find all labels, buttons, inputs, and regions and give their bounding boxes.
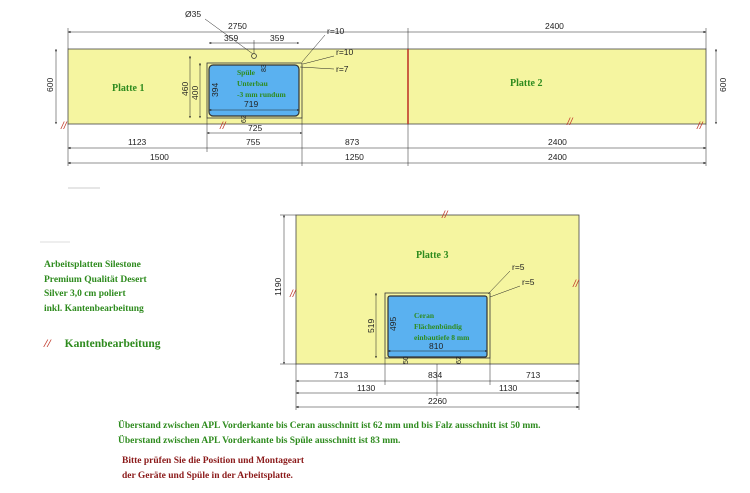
edge-mark-4: // xyxy=(697,121,703,132)
radius-a: r=10 xyxy=(327,26,345,36)
dim-p3-r1-2: 713 xyxy=(526,370,541,380)
sink-text-1: Spüle xyxy=(237,68,255,77)
dim-b1-3: 2400 xyxy=(548,137,567,147)
edge-legend-label: Kantenbearbeitung xyxy=(64,338,161,350)
p3-radius-a: r=5 xyxy=(512,262,525,272)
dim-sink-top-gap: 83 xyxy=(261,64,268,72)
note-check-1: Bitte prüfen Sie die Position und Montageart xyxy=(122,456,305,466)
dim-sink-inner-width: 719 xyxy=(244,99,259,109)
edge-legend-symbol: // xyxy=(44,336,51,350)
p3-edge-mark-left: // xyxy=(290,289,296,300)
dim-b2-0: 1500 xyxy=(150,152,169,162)
dim-top-left-label: 2750 xyxy=(228,21,247,31)
dim-sink-h-outer-label: 460 xyxy=(180,81,190,96)
dim-p3-r1-0: 713 xyxy=(334,370,349,380)
dim-cooktop-width: 810 xyxy=(429,341,444,351)
note-ceran: Überstand zwischen APL Vorderkante bis Ceran ausschnitt ist 62 mm und bis Falz ausschnitt ist 50 mm. xyxy=(118,421,541,431)
edge-mark-2: // xyxy=(220,121,226,132)
note-spuele: Überstand zwischen APL Vorderkante bis Spüle ausschnitt ist 83 mm. xyxy=(118,435,401,446)
dim-cooktop-h-inner-label: 495 xyxy=(388,316,398,331)
dim-sink-h-inner-label: 394 xyxy=(210,82,220,97)
notes-green xyxy=(118,419,541,448)
edge-mark-3: // xyxy=(567,117,573,128)
slab1-label: Platte 1 xyxy=(112,83,145,94)
dim-sink-outer-width: 725 xyxy=(248,123,263,133)
dim-height-left-label: 600 xyxy=(45,77,55,92)
dim-b2-1: 1250 xyxy=(345,152,364,162)
dim-p3-r2-1: 1130 xyxy=(499,383,518,393)
dim-cooktop-gap-right: 62 xyxy=(456,356,463,364)
dim-height-right-label: 600 xyxy=(718,77,728,92)
material-line-2: Premium Qualität Desert xyxy=(44,274,147,285)
dim-p3-total-label: 2260 xyxy=(428,396,447,406)
dim-sink-h-mid-label: 400 xyxy=(190,85,200,100)
slab3-label: Platte 3 xyxy=(416,250,449,261)
slab-platte-2 xyxy=(408,49,706,124)
notes-red xyxy=(122,454,304,483)
dim-p3-height-label: 1190 xyxy=(273,277,283,296)
dim-b1-0: 1123 xyxy=(128,137,147,147)
edge-mark-1: // xyxy=(61,121,67,132)
radius-c: r=7 xyxy=(336,64,349,74)
p3-radius-b: r=5 xyxy=(522,277,535,287)
radius-b: r=10 xyxy=(336,47,354,57)
cooktop-text-3: einbautiefe 8 mm xyxy=(414,333,470,342)
dim-cooktop-h-outer-label: 519 xyxy=(366,318,376,333)
dim-b2-2: 2400 xyxy=(548,152,567,162)
dim-diameter-label: Ø35 xyxy=(185,9,202,19)
material-line-4: inkl. Kantenbearbeitung xyxy=(44,303,144,314)
dim-b1-2: 873 xyxy=(345,137,360,147)
dim-sink-half-right: 359 xyxy=(270,33,285,43)
dim-b1-1: 755 xyxy=(246,137,261,147)
dim-cooktop-gap-left: 50 xyxy=(403,356,410,364)
cooktop-text-1: Ceran xyxy=(414,311,434,320)
sink-text-2: Unterbau xyxy=(237,79,268,88)
dim-sink-half-left: 359 xyxy=(224,33,239,43)
edge-legend xyxy=(44,334,161,352)
material-line-3: Silver 3,0 cm poliert xyxy=(44,289,126,299)
dim-top-right-label: 2400 xyxy=(545,21,564,31)
dim-sink-bottom-gap: 62 xyxy=(241,115,248,123)
dim-p3-r2-0: 1130 xyxy=(357,383,376,393)
slab2-label: Platte 2 xyxy=(510,78,543,89)
p3-edge-mark-right: // xyxy=(573,279,579,290)
dim-p3-r1-1: 834 xyxy=(428,370,443,380)
note-check-2: der Geräte und Spüle in der Arbeitsplatte. xyxy=(122,470,293,481)
sink-text-3: -3 mm rundum xyxy=(237,90,286,99)
material-legend xyxy=(44,258,147,316)
material-line-1: Arbeitsplatten Silestone xyxy=(44,260,141,270)
cooktop-text-2: Flächenbündig xyxy=(414,322,462,331)
p3-edge-mark-top: // xyxy=(442,210,448,221)
